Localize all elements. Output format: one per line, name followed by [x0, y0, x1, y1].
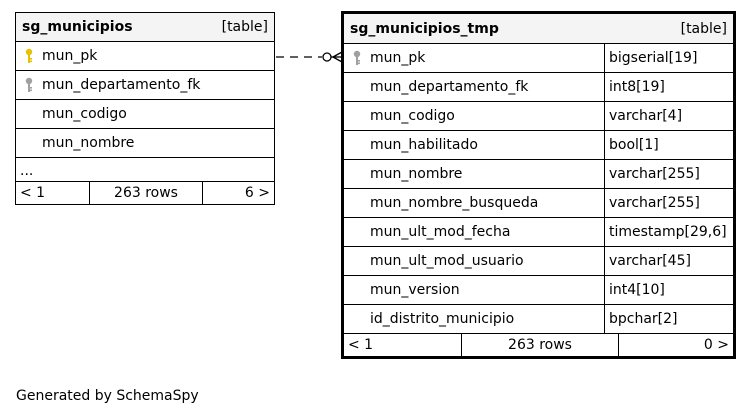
column-name-cell: [344, 131, 604, 159]
table-sg-municipios-tmp[interactable]: [341, 11, 736, 359]
key-icon-slot: [16, 77, 42, 93]
column-name: mun_ult_mod_usuario: [370, 253, 524, 269]
column-row[interactable]: [344, 44, 733, 73]
key-icon-slot: [16, 48, 42, 64]
column-name-cell: [344, 160, 604, 188]
column-name: mun_departamento_fk: [42, 77, 201, 93]
column-name-cell: [344, 276, 604, 304]
footer-row-count: 263 rows: [89, 182, 203, 204]
column-name: mun_pk: [42, 48, 98, 64]
column-type: timestamp[29,6]: [604, 218, 733, 246]
column-name-cell: [344, 73, 604, 101]
column-row[interactable]: [344, 131, 733, 160]
column-type: bpchar[2]: [604, 305, 733, 333]
column-row[interactable]: [344, 305, 733, 334]
footer-next: 6 >: [244, 185, 270, 201]
column-type: varchar[45]: [604, 247, 733, 275]
column-name: mun_pk: [370, 50, 426, 66]
column-name: mun_codigo: [370, 108, 455, 124]
generator-credit: Generated by SchemaSpy: [16, 388, 199, 404]
column-name-cell: [344, 102, 604, 130]
primary-key-icon: [24, 48, 34, 64]
column-name: mun_departamento_fk: [370, 79, 529, 95]
column-name-cell: [344, 218, 604, 246]
column-name-cell: [16, 71, 274, 99]
foreign-key-icon: [352, 50, 362, 66]
column-row[interactable]: [344, 218, 733, 247]
column-type: varchar[255]: [604, 189, 733, 217]
column-name: mun_nombre: [42, 135, 135, 151]
column-type: bool[1]: [604, 131, 733, 159]
column-row[interactable]: [16, 71, 274, 100]
table-footer: [344, 334, 733, 356]
column-name-cell: [344, 247, 604, 275]
footer-prev: < 1: [348, 337, 374, 353]
column-name-cell: [344, 44, 604, 72]
column-row[interactable]: [344, 247, 733, 276]
column-name: mun_nombre_busqueda: [370, 195, 539, 211]
column-name-cell: [16, 42, 274, 70]
table-name: sg_municipios_tmp: [350, 20, 499, 37]
column-name: mun_ult_mod_fecha: [370, 224, 511, 240]
column-row[interactable]: [344, 73, 733, 102]
column-row[interactable]: [16, 42, 274, 71]
column-type: int8[19]: [604, 73, 733, 101]
column-type: int4[10]: [604, 276, 733, 304]
column-name-cell: [344, 189, 604, 217]
footer-prev: < 1: [20, 185, 46, 201]
table-kind: [table]: [221, 19, 268, 35]
table-sg-municipios[interactable]: [15, 12, 275, 205]
column-name-cell: [344, 305, 604, 333]
table-kind: [table]: [680, 20, 727, 37]
foreign-key-icon: [24, 77, 34, 93]
column-name: mun_codigo: [42, 106, 127, 122]
column-type: bigserial[19]: [604, 44, 733, 72]
column-row[interactable]: [344, 160, 733, 189]
footer-row-count: 263 rows: [461, 334, 619, 356]
column-name: mun_habilitado: [370, 137, 478, 153]
column-name: mun_nombre: [370, 166, 463, 182]
column-row[interactable]: [16, 100, 274, 129]
column-row[interactable]: [344, 189, 733, 218]
column-type: varchar[255]: [604, 160, 733, 188]
more-columns-ellipsis: ...: [16, 158, 274, 182]
table-header: [16, 13, 274, 42]
column-row[interactable]: [344, 102, 733, 131]
column-name-cell: [16, 129, 274, 157]
column-row[interactable]: [16, 129, 274, 158]
column-name-cell: [16, 100, 274, 128]
table-header: [344, 14, 733, 44]
footer-next: 0 >: [703, 337, 729, 353]
column-name: mun_version: [370, 282, 460, 298]
column-row[interactable]: [344, 276, 733, 305]
column-type: varchar[4]: [604, 102, 733, 130]
column-name: id_distrito_municipio: [370, 311, 515, 327]
table-name: sg_municipios: [22, 19, 133, 35]
key-icon-slot: [344, 50, 370, 66]
table-footer: [16, 182, 274, 204]
zero-cardinality-icon: [323, 53, 331, 61]
